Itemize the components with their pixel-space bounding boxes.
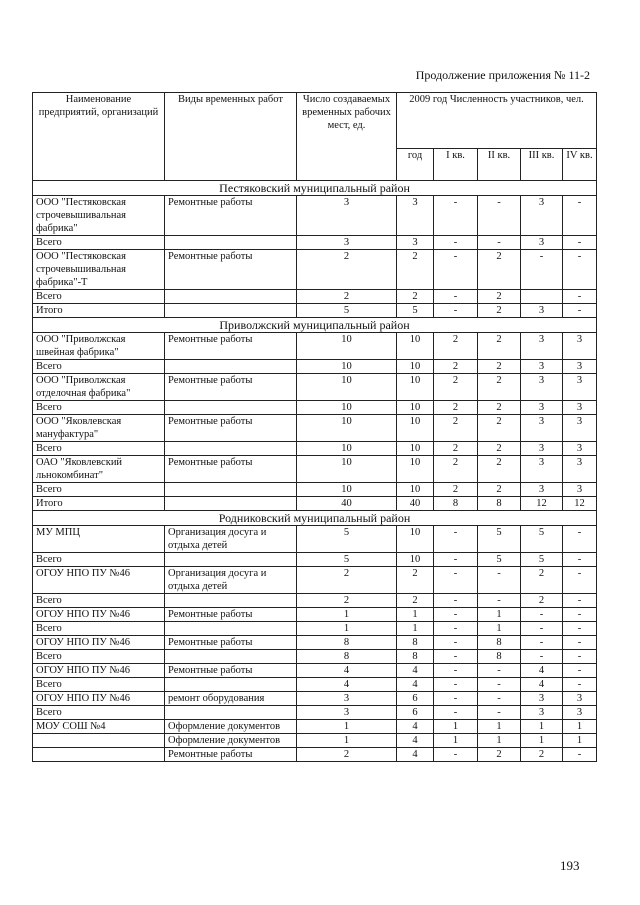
- work-type-cell: ремонт оборудования: [165, 692, 297, 706]
- value-cell: [521, 290, 563, 304]
- table-row: [33, 650, 597, 664]
- value-cell: 8: [297, 636, 397, 650]
- org-cell: ОГОУ НПО ПУ №46: [33, 608, 165, 622]
- table-row: [33, 553, 597, 567]
- value-cell: -: [563, 748, 597, 762]
- work-type-cell: Оформление документов: [165, 734, 297, 748]
- work-type-cell: [165, 442, 297, 456]
- work-type-cell: [165, 678, 297, 692]
- org-cell: ООО "Пестяковская строчевышивальная фабрика": [33, 196, 165, 236]
- value-cell: 3: [521, 360, 563, 374]
- org-cell: Всего: [33, 483, 165, 497]
- work-type-cell: Организация досуга и отдыха детей: [165, 567, 297, 594]
- header-subcol: II кв.: [478, 149, 521, 181]
- value-cell: -: [434, 553, 478, 567]
- value-cell: 10: [297, 415, 397, 442]
- value-cell: -: [478, 706, 521, 720]
- value-cell: 4: [297, 678, 397, 692]
- value-cell: 2: [297, 250, 397, 290]
- continuation-header: Продолжение приложения № 11-2: [415, 68, 590, 82]
- value-cell: 3: [563, 360, 597, 374]
- value-cell: 3: [397, 236, 434, 250]
- value-cell: 10: [297, 401, 397, 415]
- value-cell: -: [521, 636, 563, 650]
- value-cell: 1: [478, 608, 521, 622]
- value-cell: 2: [521, 567, 563, 594]
- value-cell: 2: [297, 290, 397, 304]
- value-cell: 2: [521, 594, 563, 608]
- value-cell: 3: [297, 236, 397, 250]
- value-cell: -: [521, 622, 563, 636]
- value-cell: 2: [297, 748, 397, 762]
- value-cell: 2: [478, 374, 521, 401]
- work-type-cell: Ремонтные работы: [165, 250, 297, 290]
- value-cell: 10: [297, 442, 397, 456]
- work-type-cell: Оформление документов: [165, 720, 297, 734]
- value-cell: 2: [434, 415, 478, 442]
- org-cell: Всего: [33, 236, 165, 250]
- org-cell: ОГОУ НПО ПУ №46: [33, 636, 165, 650]
- value-cell: -: [434, 196, 478, 236]
- value-cell: 3: [521, 304, 563, 318]
- value-cell: 2: [521, 748, 563, 762]
- work-type-cell: [165, 290, 297, 304]
- value-cell: 2: [397, 594, 434, 608]
- value-cell: 5: [521, 526, 563, 553]
- org-cell: МУ МПЦ: [33, 526, 165, 553]
- value-cell: 2: [434, 374, 478, 401]
- section-row: [33, 318, 597, 333]
- value-cell: 4: [297, 664, 397, 678]
- value-cell: 1: [297, 622, 397, 636]
- value-cell: 3: [563, 483, 597, 497]
- table-row: [33, 706, 597, 720]
- table-row: [33, 608, 597, 622]
- table-row: [33, 720, 597, 734]
- value-cell: -: [478, 594, 521, 608]
- table-row: [33, 333, 597, 360]
- table-row: [33, 594, 597, 608]
- table-row: [33, 360, 597, 374]
- value-cell: -: [563, 553, 597, 567]
- value-cell: 3: [521, 692, 563, 706]
- value-cell: 10: [397, 456, 434, 483]
- value-cell: -: [434, 692, 478, 706]
- value-cell: 1: [297, 720, 397, 734]
- value-cell: 1: [563, 734, 597, 748]
- value-cell: 3: [563, 401, 597, 415]
- value-cell: -: [434, 236, 478, 250]
- value-cell: -: [478, 678, 521, 692]
- header-count: Число создаваемых временных рабочих мест, ед.: [297, 93, 397, 181]
- value-cell: 5: [521, 553, 563, 567]
- value-cell: 10: [297, 483, 397, 497]
- value-cell: -: [478, 567, 521, 594]
- org-cell: Всего: [33, 678, 165, 692]
- work-type-cell: [165, 360, 297, 374]
- value-cell: 6: [397, 692, 434, 706]
- table-row: [33, 526, 597, 553]
- table-row: [33, 692, 597, 706]
- value-cell: -: [434, 250, 478, 290]
- value-cell: -: [434, 526, 478, 553]
- value-cell: -: [521, 650, 563, 664]
- work-type-cell: Ремонтные работы: [165, 636, 297, 650]
- value-cell: 2: [478, 333, 521, 360]
- value-cell: -: [563, 196, 597, 236]
- org-cell: Всего: [33, 650, 165, 664]
- value-cell: 10: [397, 483, 434, 497]
- value-cell: 1: [563, 720, 597, 734]
- value-cell: -: [563, 250, 597, 290]
- org-cell: Всего: [33, 622, 165, 636]
- value-cell: 1: [297, 608, 397, 622]
- value-cell: -: [478, 664, 521, 678]
- value-cell: -: [563, 567, 597, 594]
- work-type-cell: Ремонтные работы: [165, 333, 297, 360]
- table-row: [33, 483, 597, 497]
- work-type-cell: [165, 497, 297, 511]
- value-cell: 3: [563, 692, 597, 706]
- work-type-cell: [165, 650, 297, 664]
- value-cell: 8: [434, 497, 478, 511]
- table-row: [33, 401, 597, 415]
- table-row: [33, 636, 597, 650]
- work-type-cell: [165, 706, 297, 720]
- org-cell: ОГОУ НПО ПУ №46: [33, 692, 165, 706]
- value-cell: 3: [297, 706, 397, 720]
- value-cell: 8: [478, 497, 521, 511]
- table-row: [33, 304, 597, 318]
- value-cell: 10: [397, 360, 434, 374]
- work-type-cell: Ремонтные работы: [165, 664, 297, 678]
- page-number: 193: [560, 858, 580, 873]
- table-row: [33, 748, 597, 762]
- table-row: [33, 678, 597, 692]
- value-cell: 2: [397, 567, 434, 594]
- value-cell: 1: [478, 622, 521, 636]
- header-year: 2009 год Численность участников, чел.: [397, 93, 597, 149]
- value-cell: 4: [521, 678, 563, 692]
- value-cell: 5: [478, 553, 521, 567]
- org-cell: Итого: [33, 304, 165, 318]
- value-cell: 2: [478, 748, 521, 762]
- work-type-cell: [165, 401, 297, 415]
- value-cell: 4: [397, 720, 434, 734]
- value-cell: 3: [297, 196, 397, 236]
- value-cell: 10: [397, 374, 434, 401]
- work-type-cell: [165, 304, 297, 318]
- value-cell: 5: [297, 553, 397, 567]
- value-cell: -: [434, 608, 478, 622]
- value-cell: -: [521, 608, 563, 622]
- value-cell: 10: [297, 374, 397, 401]
- section-title: Родниковский муниципальный район: [33, 511, 597, 526]
- org-cell: ОГОУ НПО ПУ №46: [33, 567, 165, 594]
- section-row: [33, 181, 597, 196]
- table-row: [33, 250, 597, 290]
- value-cell: 3: [521, 415, 563, 442]
- value-cell: 4: [397, 748, 434, 762]
- value-cell: 3: [563, 374, 597, 401]
- value-cell: 2: [478, 442, 521, 456]
- value-cell: 40: [397, 497, 434, 511]
- table-row: [33, 664, 597, 678]
- value-cell: 3: [563, 442, 597, 456]
- work-type-cell: Организация досуга и отдыха детей: [165, 526, 297, 553]
- value-cell: 2: [434, 483, 478, 497]
- work-type-cell: Ремонтные работы: [165, 374, 297, 401]
- value-cell: -: [563, 594, 597, 608]
- value-cell: 4: [397, 664, 434, 678]
- value-cell: 5: [478, 526, 521, 553]
- value-cell: 3: [563, 333, 597, 360]
- value-cell: -: [521, 250, 563, 290]
- org-cell: Всего: [33, 706, 165, 720]
- value-cell: 2: [297, 567, 397, 594]
- org-cell: [33, 748, 165, 762]
- value-cell: 4: [397, 678, 434, 692]
- header-subcol: I кв.: [434, 149, 478, 181]
- org-cell: ОАО "Яковлевский льнокомбинат": [33, 456, 165, 483]
- value-cell: -: [434, 706, 478, 720]
- value-cell: 3: [563, 415, 597, 442]
- value-cell: 8: [297, 650, 397, 664]
- table-row: [33, 622, 597, 636]
- value-cell: -: [434, 567, 478, 594]
- value-cell: -: [434, 636, 478, 650]
- table-row: [33, 497, 597, 511]
- value-cell: -: [434, 594, 478, 608]
- value-cell: 2: [478, 304, 521, 318]
- org-cell: ООО "Приволжская отделочная фабрика": [33, 374, 165, 401]
- value-cell: 8: [478, 650, 521, 664]
- org-cell: Всего: [33, 442, 165, 456]
- value-cell: -: [434, 678, 478, 692]
- org-cell: Всего: [33, 553, 165, 567]
- org-cell: ООО "Яковлевская мануфактура": [33, 415, 165, 442]
- value-cell: 12: [563, 497, 597, 511]
- table-row: [33, 290, 597, 304]
- table-body: [33, 181, 597, 762]
- table-row: [33, 374, 597, 401]
- org-cell: Всего: [33, 594, 165, 608]
- value-cell: -: [563, 622, 597, 636]
- value-cell: -: [563, 678, 597, 692]
- value-cell: -: [563, 636, 597, 650]
- value-cell: -: [434, 650, 478, 664]
- table-row: [33, 236, 597, 250]
- value-cell: 3: [521, 706, 563, 720]
- value-cell: 1: [397, 622, 434, 636]
- value-cell: 3: [521, 483, 563, 497]
- org-cell: Всего: [33, 290, 165, 304]
- value-cell: 10: [397, 553, 434, 567]
- value-cell: -: [434, 290, 478, 304]
- value-cell: -: [434, 622, 478, 636]
- value-cell: 3: [563, 456, 597, 483]
- value-cell: 5: [297, 526, 397, 553]
- value-cell: 3: [521, 196, 563, 236]
- value-cell: 2: [478, 360, 521, 374]
- value-cell: 2: [478, 415, 521, 442]
- value-cell: 1: [521, 734, 563, 748]
- work-type-cell: [165, 622, 297, 636]
- value-cell: 40: [297, 497, 397, 511]
- value-cell: 10: [397, 333, 434, 360]
- org-cell: Всего: [33, 401, 165, 415]
- value-cell: 1: [297, 734, 397, 748]
- org-cell: Всего: [33, 360, 165, 374]
- value-cell: 2: [434, 401, 478, 415]
- value-cell: 2: [478, 290, 521, 304]
- table-row: [33, 567, 597, 594]
- value-cell: 3: [521, 442, 563, 456]
- value-cell: 5: [297, 304, 397, 318]
- value-cell: -: [478, 692, 521, 706]
- value-cell: 3: [297, 692, 397, 706]
- value-cell: 3: [521, 456, 563, 483]
- value-cell: 2: [478, 483, 521, 497]
- value-cell: 2: [434, 442, 478, 456]
- value-cell: -: [563, 290, 597, 304]
- value-cell: 6: [397, 706, 434, 720]
- header-subcol: IV кв.: [563, 149, 597, 181]
- value-cell: -: [563, 526, 597, 553]
- header-kind: Виды временных работ: [165, 93, 297, 181]
- work-type-cell: Ремонтные работы: [165, 748, 297, 762]
- section-title: Пестяковский муниципальный район: [33, 181, 597, 196]
- header-subcol: год: [397, 149, 434, 181]
- work-type-cell: [165, 236, 297, 250]
- value-cell: 8: [397, 650, 434, 664]
- value-cell: 12: [521, 497, 563, 511]
- value-cell: 1: [478, 734, 521, 748]
- value-cell: 2: [478, 250, 521, 290]
- value-cell: -: [563, 664, 597, 678]
- value-cell: 2: [478, 401, 521, 415]
- value-cell: -: [478, 236, 521, 250]
- value-cell: 3: [563, 706, 597, 720]
- value-cell: 2: [434, 360, 478, 374]
- table-row: [33, 415, 597, 442]
- value-cell: 2: [397, 250, 434, 290]
- work-type-cell: [165, 594, 297, 608]
- value-cell: 3: [397, 196, 434, 236]
- value-cell: 2: [397, 290, 434, 304]
- work-type-cell: Ремонтные работы: [165, 415, 297, 442]
- value-cell: 3: [521, 236, 563, 250]
- value-cell: 4: [397, 734, 434, 748]
- work-type-cell: [165, 483, 297, 497]
- value-cell: 10: [397, 526, 434, 553]
- value-cell: -: [563, 608, 597, 622]
- value-cell: -: [563, 304, 597, 318]
- value-cell: -: [434, 304, 478, 318]
- value-cell: 10: [397, 415, 434, 442]
- table-row: [33, 734, 597, 748]
- section-row: [33, 511, 597, 526]
- header-subcol: III кв.: [521, 149, 563, 181]
- value-cell: 8: [478, 636, 521, 650]
- value-cell: 4: [521, 664, 563, 678]
- work-type-cell: Ремонтные работы: [165, 196, 297, 236]
- value-cell: 2: [434, 333, 478, 360]
- org-cell: Итого: [33, 497, 165, 511]
- header-name: Наименование предприятий, организаций: [33, 93, 165, 181]
- value-cell: 1: [478, 720, 521, 734]
- table-row: [33, 442, 597, 456]
- section-title: Приволжский муниципальный район: [33, 318, 597, 333]
- value-cell: 1: [521, 720, 563, 734]
- value-cell: -: [563, 650, 597, 664]
- work-type-cell: Ремонтные работы: [165, 456, 297, 483]
- value-cell: 3: [521, 401, 563, 415]
- value-cell: -: [434, 748, 478, 762]
- participants-table: [32, 92, 597, 762]
- value-cell: -: [434, 664, 478, 678]
- org-cell: [33, 734, 165, 748]
- table-row: [33, 456, 597, 483]
- value-cell: 2: [297, 594, 397, 608]
- work-type-cell: [165, 553, 297, 567]
- value-cell: 10: [297, 456, 397, 483]
- value-cell: 10: [397, 401, 434, 415]
- value-cell: 3: [521, 374, 563, 401]
- value-cell: -: [563, 236, 597, 250]
- org-cell: ООО "Пестяковская строчевышивальная фабрика"-Т: [33, 250, 165, 290]
- value-cell: 10: [397, 442, 434, 456]
- table-row: [33, 196, 597, 236]
- value-cell: 1: [434, 720, 478, 734]
- value-cell: 2: [434, 456, 478, 483]
- value-cell: 2: [478, 456, 521, 483]
- value-cell: 10: [297, 333, 397, 360]
- org-cell: МОУ СОШ №4: [33, 720, 165, 734]
- work-type-cell: Ремонтные работы: [165, 608, 297, 622]
- value-cell: 8: [397, 636, 434, 650]
- value-cell: -: [478, 196, 521, 236]
- org-cell: ОГОУ НПО ПУ №46: [33, 664, 165, 678]
- value-cell: 10: [297, 360, 397, 374]
- value-cell: 5: [397, 304, 434, 318]
- value-cell: 3: [521, 333, 563, 360]
- value-cell: 1: [434, 734, 478, 748]
- value-cell: 1: [397, 608, 434, 622]
- org-cell: ООО "Приволжская швейная фабрика": [33, 333, 165, 360]
